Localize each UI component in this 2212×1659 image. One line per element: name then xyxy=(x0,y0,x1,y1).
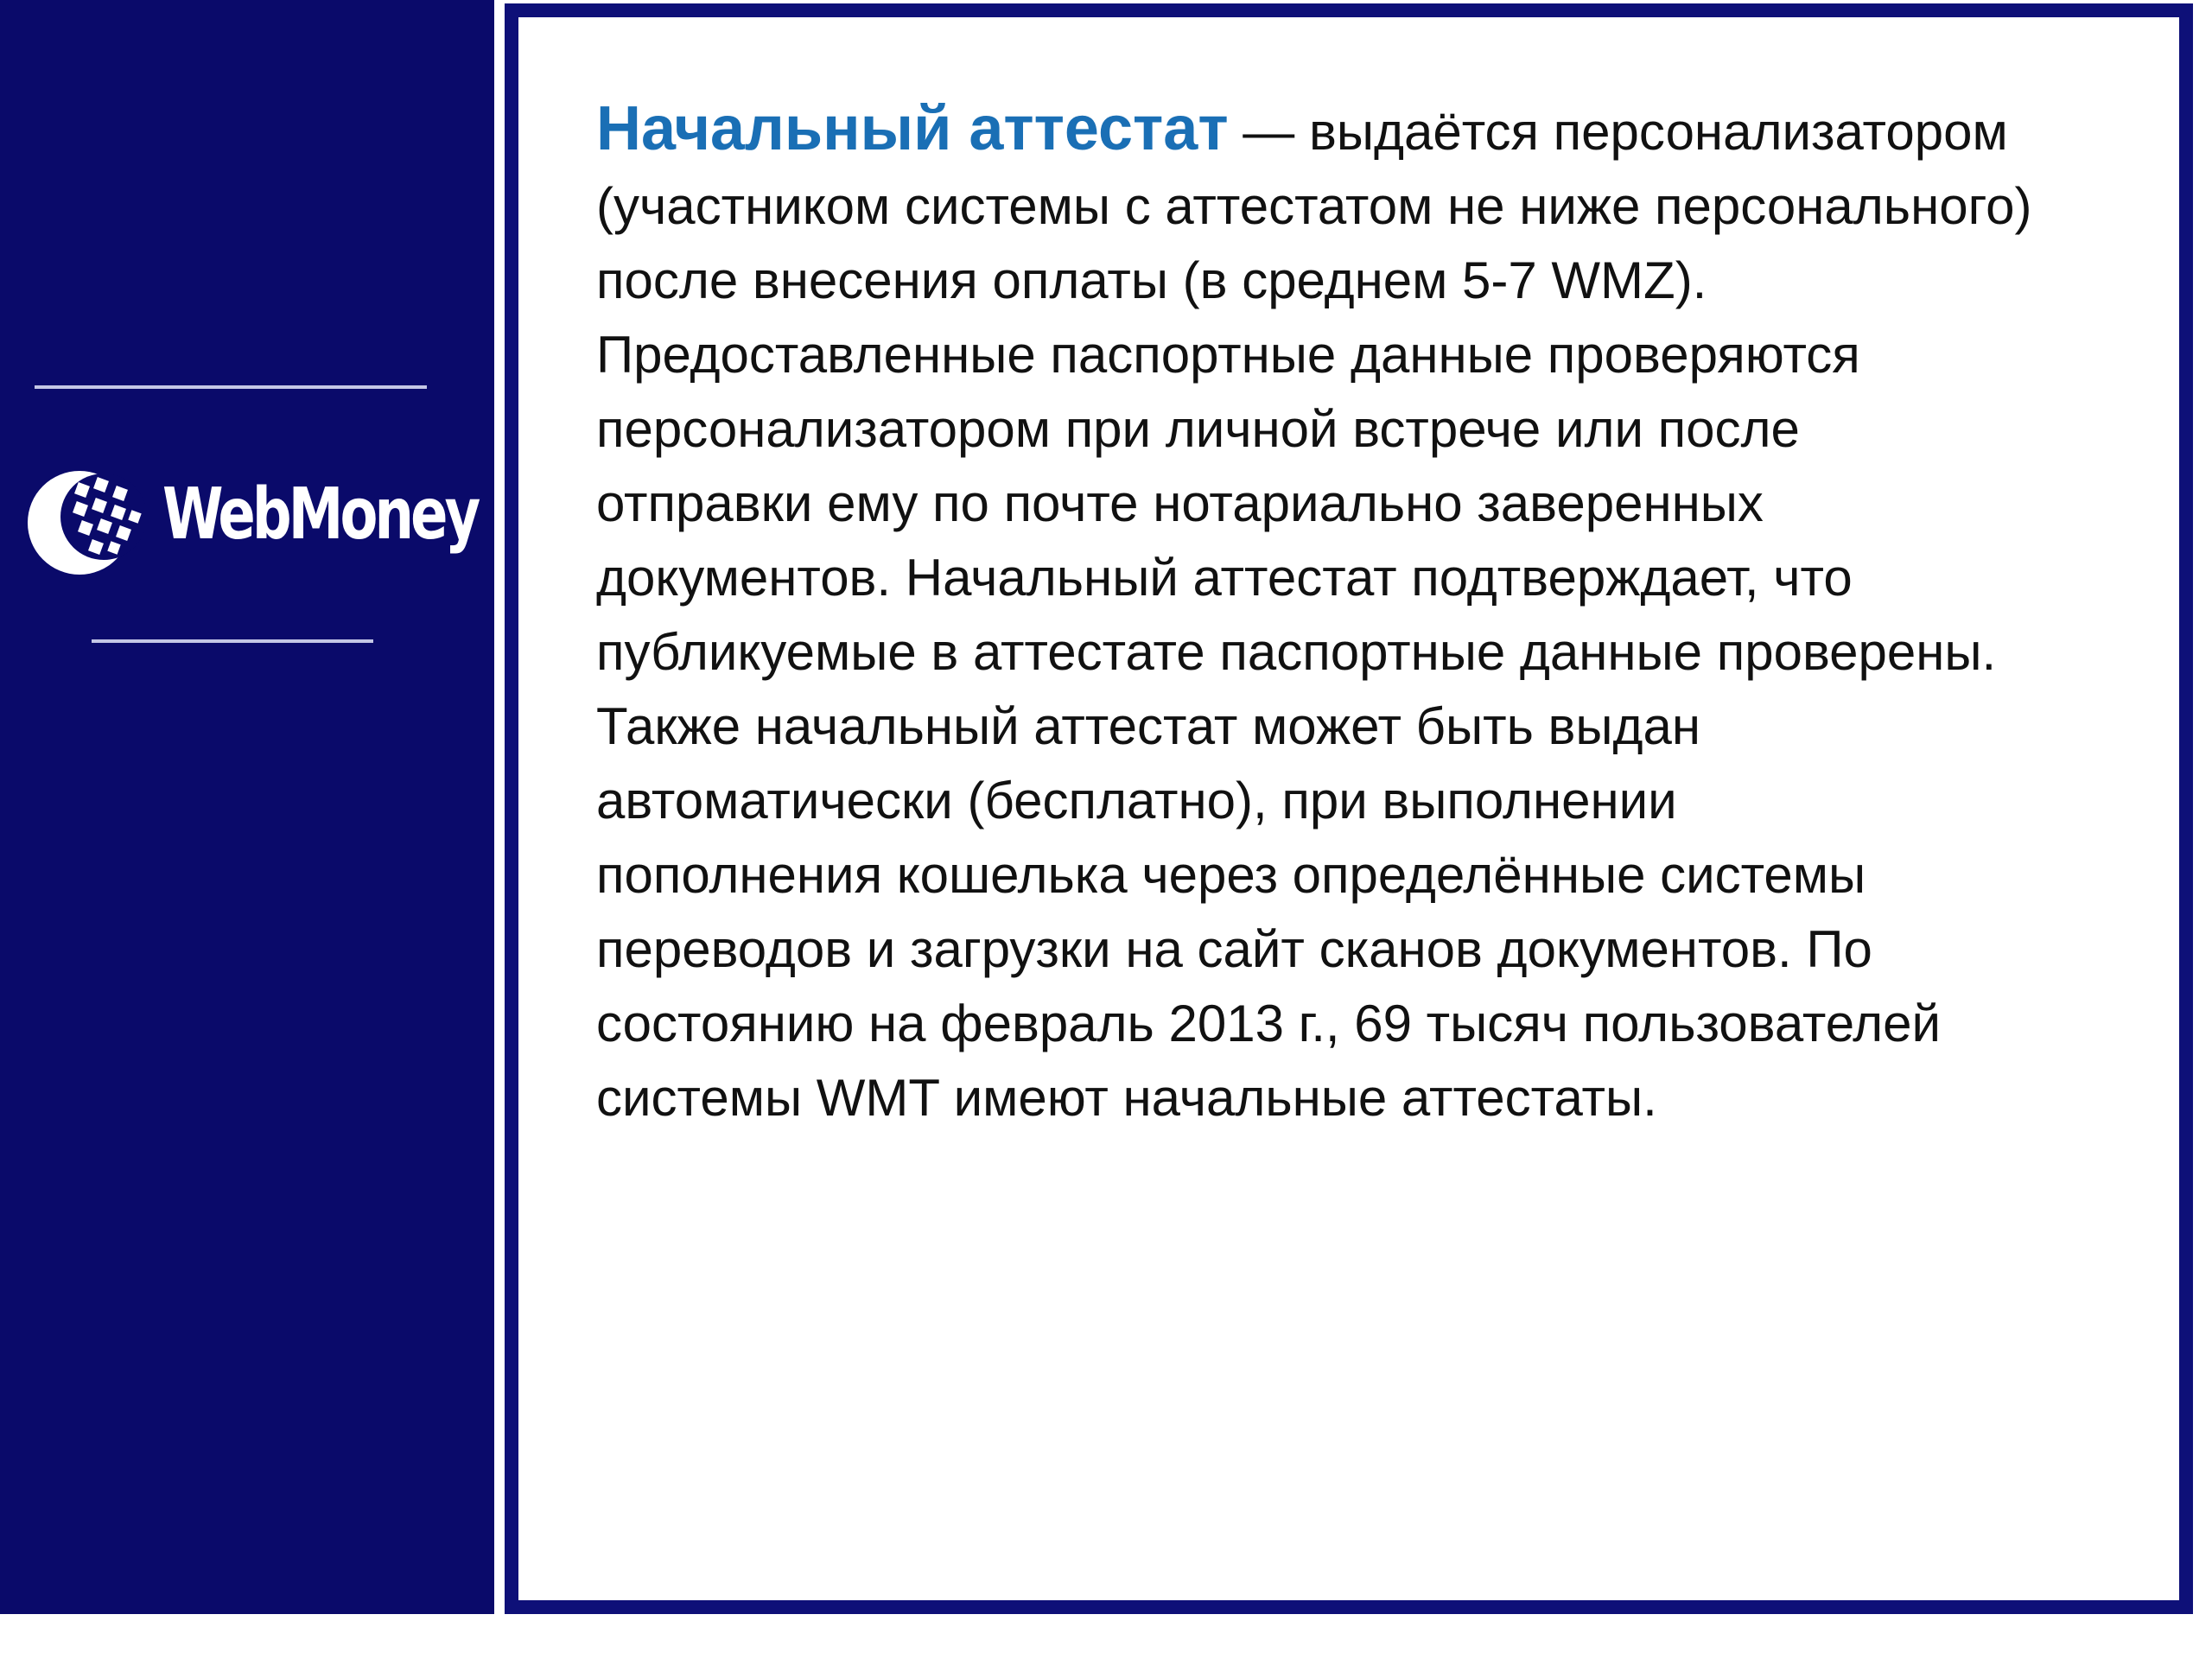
text-line: публикуемые в аттестате паспортные данные проверены. xyxy=(596,623,1997,681)
text-line: документов. Начальный аттестат подтверждает, что xyxy=(596,549,1853,607)
body-text xyxy=(596,92,2186,1135)
logo-wordmark: WebMoney xyxy=(162,474,478,556)
text-line: переводов и загрузки на сайт сканов документов. По xyxy=(596,920,1872,978)
text-line: отправки ему по почте нотариально заверенных xyxy=(596,474,1764,532)
text-line: персонализатором при личной встрече или после xyxy=(596,400,1800,458)
divider-bottom xyxy=(92,639,373,643)
webmoney-logo xyxy=(24,458,478,588)
text-line: системы WMT имеют начальные аттестаты. xyxy=(596,1069,1657,1127)
text-line: пополнения кошелька через определённые системы xyxy=(596,846,1866,904)
text-line xyxy=(596,92,2186,169)
term-heading: Начальный аттестат xyxy=(596,94,1229,163)
sidebar-panel xyxy=(0,0,494,1614)
globe-icon xyxy=(24,467,145,579)
text-line: автоматически (бесплатно), при выполнении xyxy=(596,772,1677,830)
text-line: состоянию на февраль 2013 г., 69 тысяч пользователей xyxy=(596,995,1941,1052)
text-line: Предоставленные паспортные данные проверяются xyxy=(596,326,1860,384)
term-definition-start: — выдаётся персонализатором xyxy=(1228,103,2008,161)
text-line: после внесения оплаты (в среднем 5-7 WMZ). xyxy=(596,251,1707,309)
text-line: (участником системы с аттестатом не ниже персонального) xyxy=(596,177,2032,235)
divider-top xyxy=(35,385,427,389)
text-line: Также начальный аттестат может быть выдан xyxy=(596,697,1701,755)
